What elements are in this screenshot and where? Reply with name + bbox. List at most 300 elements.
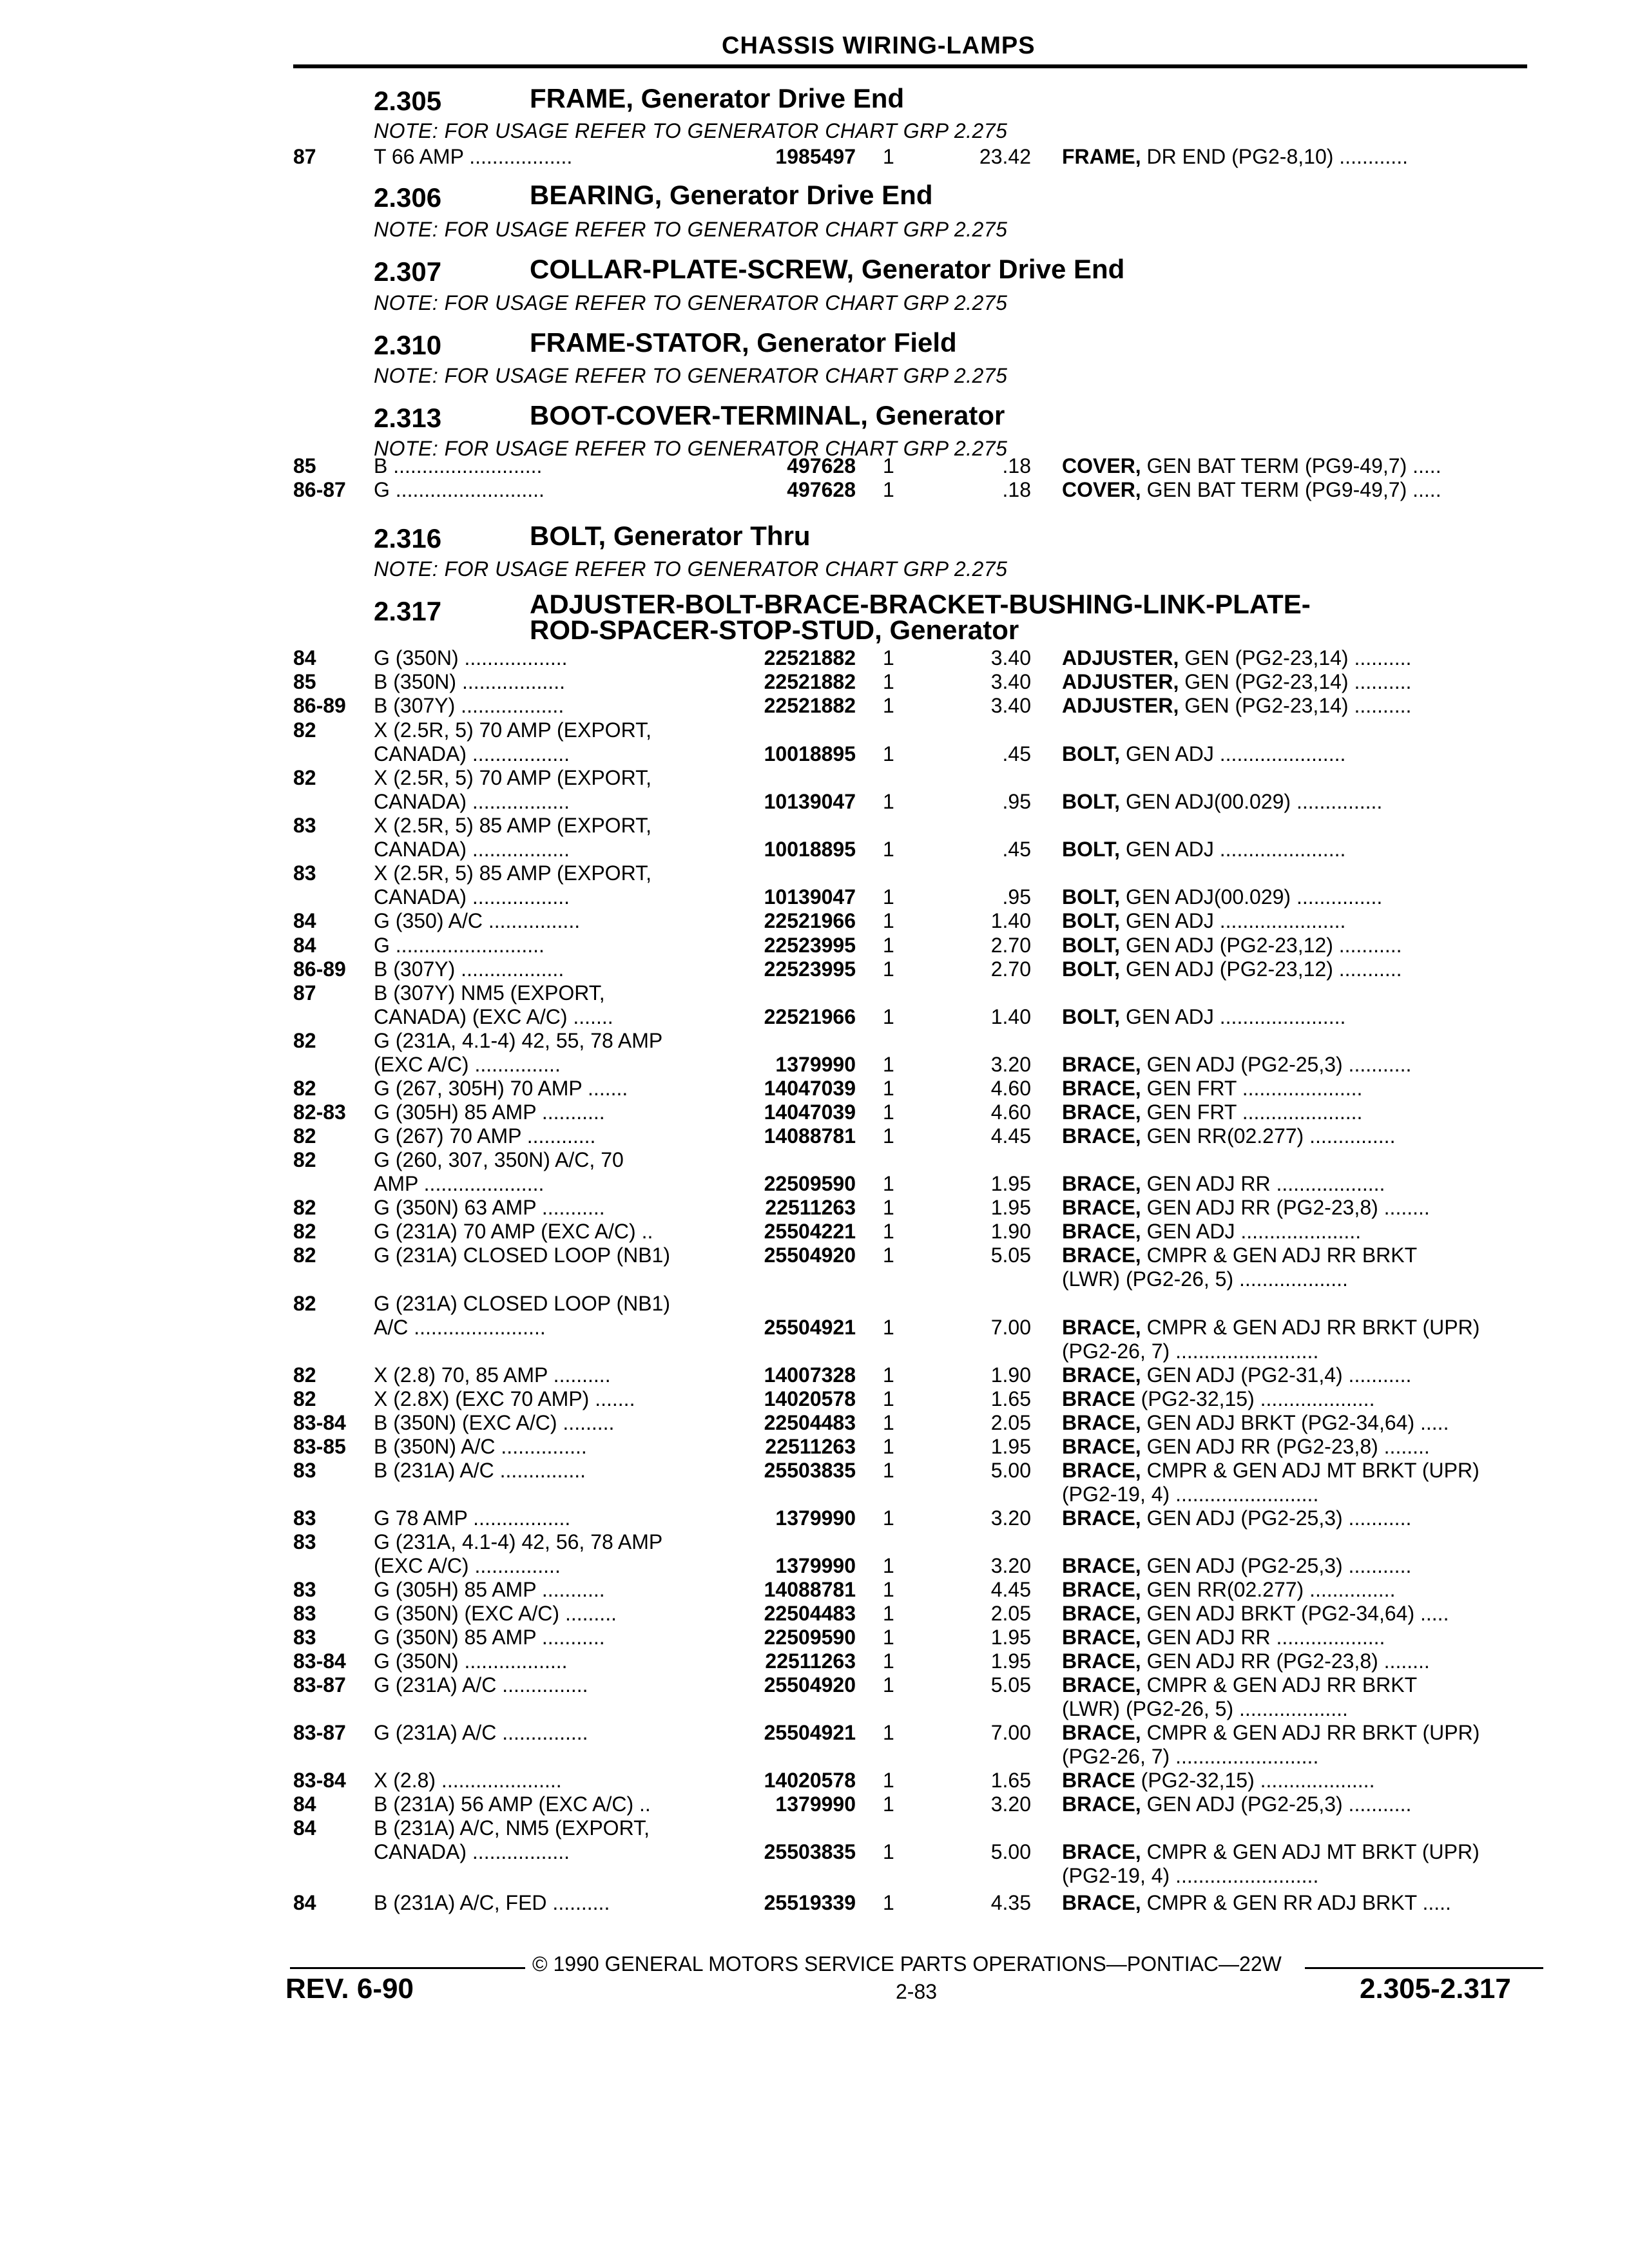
part-name: BOLT, [1062, 909, 1121, 932]
quantity: 1 [883, 1124, 894, 1148]
parts-row [0, 718, 1629, 742]
unit-price: 5.00 [990, 1840, 1031, 1863]
part-description [1062, 1578, 1532, 1601]
parts-row [0, 1411, 1629, 1434]
section-note: NOTE: FOR USAGE REFER TO GENERATOR CHART GRP 2.275 [374, 364, 1008, 387]
quantity: 1 [883, 1435, 894, 1458]
part-number: 25504921 [764, 1721, 856, 1744]
part-detail: GEN ADJ ...................... [1125, 1005, 1346, 1028]
part-name: BRACE, [1062, 1673, 1141, 1696]
parts-row [0, 1340, 1629, 1363]
part-description [1062, 957, 1532, 981]
part-number: 497628 [787, 478, 856, 501]
part-name: BRACE, [1062, 1602, 1141, 1625]
year-code: 83-84 [293, 1411, 346, 1434]
parts-row [0, 1077, 1629, 1100]
quantity: 1 [883, 1459, 894, 1482]
parts-row [0, 766, 1629, 789]
usage-description: B (231A) A/C ............... [374, 1459, 586, 1482]
header-rule [293, 64, 1527, 68]
part-name: BRACE, [1062, 1124, 1141, 1148]
part-detail: GEN ADJ RR ................... [1146, 1626, 1385, 1649]
parts-row [0, 1673, 1629, 1696]
quantity: 1 [883, 1220, 894, 1243]
part-detail: (PG2-32,15) .................... [1141, 1769, 1375, 1792]
quantity: 1 [883, 838, 894, 861]
part-detail: GEN ADJ (PG2-23,12) ........... [1125, 957, 1402, 981]
part-description [1062, 838, 1532, 861]
usage-description: X (2.5R, 5) 70 AMP (EXPORT, [374, 718, 651, 742]
year-code: 84 [293, 1792, 316, 1816]
usage-description: B (350N) A/C ............... [374, 1435, 587, 1458]
section-note: NOTE: FOR USAGE REFER TO GENERATOR CHART GRP 2.275 [374, 291, 1008, 314]
usage-description: B (307Y) .................. [374, 694, 564, 717]
usage-description: (EXC A/C) ............... [374, 1053, 561, 1076]
parts-row [0, 1387, 1629, 1410]
parts-row [0, 1459, 1629, 1482]
quantity: 1 [883, 1840, 894, 1863]
parts-row [0, 694, 1629, 717]
part-name: BOLT, [1062, 742, 1121, 765]
part-description [1062, 909, 1532, 932]
footer-revision: REV. 6-90 [285, 1973, 414, 2004]
parts-row [0, 1816, 1629, 1840]
part-detail: GEN (PG2-23,14) .......... [1184, 646, 1412, 669]
part-detail: GEN FRT ..................... [1146, 1100, 1363, 1124]
part-detail: GEN ADJ RR (PG2-23,8) ........ [1146, 1649, 1430, 1673]
part-number: 14007328 [764, 1363, 856, 1387]
section-number: 2.317 [374, 596, 442, 626]
parts-row [0, 957, 1629, 981]
year-code: 83 [293, 1626, 316, 1649]
section-title-line-1: ADJUSTER-BOLT-BRACE-BRACKET-BUSHING-LINK-PLATE- [530, 589, 1311, 619]
part-number: 22504483 [764, 1411, 856, 1434]
part-name: COVER, [1062, 454, 1141, 477]
year-code: 86-89 [293, 694, 346, 717]
part-name: BRACE, [1062, 1363, 1141, 1387]
quantity: 1 [883, 1721, 894, 1744]
unit-price: 3.40 [990, 694, 1031, 717]
part-number: 14020578 [764, 1769, 856, 1792]
unit-price: 5.00 [990, 1459, 1031, 1482]
part-detail: GEN ADJ (PG2-25,3) ........... [1146, 1053, 1412, 1076]
part-name: BRACE, [1062, 1721, 1141, 1744]
part-description [1062, 1411, 1532, 1434]
parts-row [0, 1626, 1629, 1649]
usage-description: B (231A) 56 AMP (EXC A/C) .. [374, 1792, 651, 1816]
year-code: 82-83 [293, 1100, 346, 1124]
section-title [530, 591, 1311, 643]
usage-description: X (2.5R, 5) 70 AMP (EXPORT, [374, 766, 651, 789]
part-number: 25504920 [764, 1244, 856, 1267]
quantity: 1 [883, 1196, 894, 1219]
quantity: 1 [883, 1792, 894, 1816]
usage-description: X (2.8X) (EXC 70 AMP) ....... [374, 1387, 635, 1410]
part-number: 22511263 [765, 1435, 856, 1458]
unit-price: 1.90 [990, 1363, 1031, 1387]
part-detail: GEN BAT TERM (PG9-49,7) ..... [1146, 454, 1441, 477]
footer-page-number: 2-83 [896, 1980, 938, 2003]
part-detail: GEN ADJ (PG2-25,3) ........... [1146, 1792, 1412, 1816]
part-name: BRACE, [1062, 1220, 1141, 1243]
quantity: 1 [883, 1411, 894, 1434]
part-number: 22521966 [764, 1005, 856, 1028]
part-detail: GEN ADJ ...................... [1125, 909, 1346, 932]
part-description [1062, 1745, 1532, 1768]
parts-row [0, 861, 1629, 885]
part-description [1062, 934, 1532, 957]
usage-description: B (231A) A/C, NM5 (EXPORT, [374, 1816, 650, 1840]
part-number: 22521882 [764, 670, 856, 693]
parts-row [0, 1530, 1629, 1553]
part-name: COVER, [1062, 478, 1141, 501]
unit-price: 4.60 [990, 1100, 1031, 1124]
section-title: FRAME, Generator Drive End [530, 83, 905, 113]
part-name: BOLT, [1062, 957, 1121, 981]
unit-price: 1.95 [990, 1196, 1031, 1219]
section-note: NOTE: FOR USAGE REFER TO GENERATOR CHART GRP 2.275 [374, 437, 1008, 460]
part-name: ADJUSTER, [1062, 670, 1179, 693]
parts-row [0, 1840, 1629, 1863]
part-number: 1379990 [775, 1506, 856, 1530]
part-name: BRACE, [1062, 1891, 1141, 1914]
part-number: 22521882 [764, 646, 856, 669]
parts-row [0, 1506, 1629, 1530]
parts-row [0, 1554, 1629, 1577]
unit-price: 4.60 [990, 1077, 1031, 1100]
year-code: 83 [293, 1578, 316, 1601]
usage-description: T 66 AMP .................. [374, 145, 573, 168]
year-code: 82 [293, 1148, 316, 1171]
parts-row [0, 814, 1629, 837]
usage-description: G (231A) A/C ............... [374, 1721, 588, 1744]
quantity: 1 [883, 790, 894, 813]
year-code: 86-87 [293, 478, 346, 501]
parts-row [0, 1864, 1629, 1887]
part-detail: (PG2-19, 4) ......................... [1062, 1864, 1319, 1887]
part-number: 22523995 [764, 957, 856, 981]
part-number: 14047039 [764, 1100, 856, 1124]
year-code: 84 [293, 909, 316, 932]
parts-row [0, 145, 1629, 168]
part-detail: (LWR) (PG2-26, 5) ................... [1062, 1267, 1348, 1291]
unit-price: 1.95 [990, 1649, 1031, 1673]
part-detail: CMPR & GEN RR ADJ BRKT ..... [1146, 1891, 1451, 1914]
part-number: 25504921 [764, 1316, 856, 1339]
part-description [1062, 1554, 1532, 1577]
year-code: 83 [293, 1530, 316, 1553]
part-detail: (LWR) (PG2-26, 5) ................... [1062, 1697, 1348, 1720]
part-detail: CMPR & GEN ADJ RR BRKT [1146, 1673, 1418, 1696]
part-number: 10018895 [764, 742, 856, 765]
year-code: 83-87 [293, 1673, 346, 1696]
part-detail: GEN ADJ (PG2-25,3) ........... [1146, 1554, 1412, 1577]
year-code: 83 [293, 814, 316, 837]
part-detail: (PG2-26, 7) ......................... [1062, 1340, 1319, 1363]
usage-description: AMP ..................... [374, 1172, 545, 1195]
part-description [1062, 646, 1532, 669]
part-description [1062, 1673, 1532, 1696]
quantity: 1 [883, 1649, 894, 1673]
footer-rule-left [290, 1967, 525, 1969]
year-code: 83-87 [293, 1721, 346, 1744]
section-title: BEARING, Generator Drive End [530, 180, 933, 210]
usage-description: G (267) 70 AMP ............ [374, 1124, 596, 1148]
section-title: BOLT, Generator Thru [530, 521, 811, 551]
usage-description: G (231A) A/C ............... [374, 1673, 588, 1696]
section-number: 2.307 [374, 256, 442, 287]
quantity: 1 [883, 478, 894, 501]
parts-row [0, 1721, 1629, 1744]
quantity: 1 [883, 1100, 894, 1124]
part-description [1062, 1244, 1532, 1267]
part-detail: GEN ADJ(00.029) ............... [1125, 885, 1383, 908]
part-description [1062, 1340, 1532, 1363]
quantity: 1 [883, 957, 894, 981]
quantity: 1 [883, 885, 894, 908]
parts-row [0, 1602, 1629, 1625]
usage-description: G .......................... [374, 934, 545, 957]
year-code: 83 [293, 1459, 316, 1482]
parts-row [0, 1435, 1629, 1458]
part-detail: GEN ADJ ...................... [1125, 742, 1346, 765]
parts-row [0, 885, 1629, 908]
parts-row [0, 1124, 1629, 1148]
part-name: BRACE, [1062, 1435, 1141, 1458]
part-number: 22511263 [765, 1196, 856, 1219]
quantity: 1 [883, 145, 894, 168]
part-name: BRACE, [1062, 1649, 1141, 1673]
parts-row [0, 909, 1629, 932]
parts-row [0, 790, 1629, 813]
usage-description: CANADA) ................. [374, 742, 570, 765]
part-description [1062, 790, 1532, 813]
quantity: 1 [883, 909, 894, 932]
footer-copyright: © 1990 GENERAL MOTORS SERVICE PARTS OPERATIONS—PONTIAC—22W [532, 1952, 1282, 1975]
quantity: 1 [883, 1244, 894, 1267]
part-detail: GEN ADJ (PG2-31,4) ........... [1146, 1363, 1412, 1387]
quantity: 1 [883, 1554, 894, 1577]
parts-row [0, 1100, 1629, 1124]
unit-price: 1.40 [990, 909, 1031, 932]
parts-row [0, 1891, 1629, 1914]
unit-price: 2.70 [990, 957, 1031, 981]
part-number: 1985497 [775, 145, 856, 168]
footer-rule-right [1305, 1967, 1543, 1969]
usage-description: B (350N) (EXC A/C) ......... [374, 1411, 615, 1434]
unit-price: 1.95 [990, 1626, 1031, 1649]
year-code: 82 [293, 1244, 316, 1267]
section-title: BOOT-COVER-TERMINAL, Generator [530, 400, 1005, 430]
parts-row [0, 1196, 1629, 1219]
unit-price: 2.70 [990, 934, 1031, 957]
part-number: 14088781 [764, 1124, 856, 1148]
parts-row [0, 1220, 1629, 1243]
usage-description: B .......................... [374, 454, 543, 477]
year-code: 82 [293, 1387, 316, 1410]
usage-description: G (350N) (EXC A/C) ......... [374, 1602, 617, 1625]
unit-price: 23.42 [979, 145, 1031, 168]
year-code: 83 [293, 1602, 316, 1625]
part-detail: CMPR & GEN ADJ MT BRKT (UPR) [1146, 1840, 1480, 1863]
usage-description: X (2.5R, 5) 85 AMP (EXPORT, [374, 861, 651, 885]
section-note: NOTE: FOR USAGE REFER TO GENERATOR CHART GRP 2.275 [374, 119, 1008, 142]
section-number: 2.310 [374, 330, 442, 360]
year-code: 86-89 [293, 957, 346, 981]
usage-description: G (231A) CLOSED LOOP (NB1) [374, 1292, 670, 1315]
unit-price: 3.40 [990, 670, 1031, 693]
unit-price: .95 [1002, 790, 1031, 813]
part-description [1062, 1721, 1532, 1744]
unit-price: .45 [1002, 742, 1031, 765]
quantity: 1 [883, 1578, 894, 1601]
part-detail: GEN RR(02.277) ............... [1146, 1124, 1396, 1148]
usage-description: G 78 AMP ................. [374, 1506, 571, 1530]
part-description [1062, 1435, 1532, 1458]
part-description [1062, 1363, 1532, 1387]
part-description [1062, 145, 1532, 168]
part-detail: GEN RR(02.277) ............... [1146, 1578, 1396, 1601]
year-code: 83 [293, 861, 316, 885]
quantity: 1 [883, 1077, 894, 1100]
part-number: 14088781 [764, 1578, 856, 1601]
year-code: 87 [293, 981, 316, 1004]
part-description [1062, 670, 1532, 693]
section-title: COLLAR-PLATE-SCREW, Generator Drive End [530, 254, 1125, 284]
part-description [1062, 1864, 1532, 1887]
part-detail: CMPR & GEN ADJ RR BRKT [1146, 1244, 1418, 1267]
parts-row [0, 1148, 1629, 1171]
usage-description: CANADA) ................. [374, 885, 570, 908]
part-description [1062, 1792, 1532, 1816]
section-number: 2.316 [374, 523, 442, 553]
usage-description: G (305H) 85 AMP ........... [374, 1578, 605, 1601]
parts-row [0, 1769, 1629, 1792]
unit-price: 1.95 [990, 1435, 1031, 1458]
unit-price: 4.35 [990, 1891, 1031, 1914]
parts-row [0, 1483, 1629, 1506]
part-name: BOLT, [1062, 790, 1121, 813]
part-description [1062, 1196, 1532, 1219]
section-note: NOTE: FOR USAGE REFER TO GENERATOR CHART GRP 2.275 [374, 557, 1008, 581]
page-header-title: CHASSIS WIRING-LAMPS [722, 32, 1036, 59]
usage-description: X (2.8) ..................... [374, 1769, 562, 1792]
part-name: BRACE, [1062, 1316, 1141, 1339]
part-name: BRACE, [1062, 1459, 1141, 1482]
quantity: 1 [883, 694, 894, 717]
part-detail: GEN ADJ RR (PG2-23,8) ........ [1146, 1435, 1430, 1458]
part-detail: GEN ADJ(00.029) ............... [1125, 790, 1383, 813]
part-number: 14047039 [764, 1077, 856, 1100]
unit-price: 3.20 [990, 1554, 1031, 1577]
year-code: 83-84 [293, 1649, 346, 1673]
part-number: 25503835 [764, 1840, 856, 1863]
part-number: 10139047 [764, 885, 856, 908]
part-name: BRACE, [1062, 1172, 1141, 1195]
part-number: 22523995 [764, 934, 856, 957]
year-code: 83-85 [293, 1435, 346, 1458]
part-name: BRACE [1062, 1769, 1135, 1792]
year-code: 85 [293, 670, 316, 693]
part-number: 14020578 [764, 1387, 856, 1410]
part-number: 25504920 [764, 1673, 856, 1696]
quantity: 1 [883, 1387, 894, 1410]
part-name: BRACE, [1062, 1626, 1141, 1649]
unit-price: 2.05 [990, 1411, 1031, 1434]
part-number: 22509590 [764, 1626, 856, 1649]
part-name: BRACE [1062, 1387, 1135, 1410]
year-code: 87 [293, 145, 316, 168]
part-description [1062, 1005, 1532, 1028]
part-name: BRACE, [1062, 1100, 1141, 1124]
part-detail: DR END (PG2-8,10) ............ [1146, 145, 1408, 168]
footer-section-range: 2.305-2.317 [1360, 1973, 1511, 2004]
part-name: BOLT, [1062, 1005, 1121, 1028]
usage-description: CANADA) ................. [374, 1840, 570, 1863]
unit-price: 4.45 [990, 1578, 1031, 1601]
part-description [1062, 1602, 1532, 1625]
usage-description: B (307Y) .................. [374, 957, 564, 981]
part-detail: (PG2-32,15) .................... [1141, 1387, 1375, 1410]
part-description [1062, 1124, 1532, 1148]
unit-price: .18 [1002, 454, 1031, 477]
part-description [1062, 1891, 1532, 1914]
unit-price: 5.05 [990, 1673, 1031, 1696]
part-description [1062, 1267, 1532, 1291]
year-code: 82 [293, 766, 316, 789]
unit-price: 2.05 [990, 1602, 1031, 1625]
usage-description: G (350N) 63 AMP ........... [374, 1196, 605, 1219]
part-name: BRACE, [1062, 1053, 1141, 1076]
quantity: 1 [883, 1172, 894, 1195]
part-name: BOLT, [1062, 885, 1121, 908]
parts-row [0, 1697, 1629, 1720]
usage-description: G (267, 305H) 70 AMP ....... [374, 1077, 628, 1100]
part-description [1062, 1387, 1532, 1410]
part-description [1062, 1649, 1532, 1673]
unit-price: .18 [1002, 478, 1031, 501]
part-description [1062, 1172, 1532, 1195]
part-number: 25504221 [764, 1220, 856, 1243]
part-number: 22521966 [764, 909, 856, 932]
part-name: BRACE, [1062, 1506, 1141, 1530]
parts-row [0, 1029, 1629, 1052]
parts-row [0, 670, 1629, 693]
part-number: 25519339 [764, 1891, 856, 1914]
section-title-line-2: ROD-SPACER-STOP-STUD, Generator [530, 615, 1019, 645]
part-detail: CMPR & GEN ADJ RR BRKT (UPR) [1146, 1316, 1480, 1339]
part-name: BOLT, [1062, 934, 1121, 957]
part-name: BRACE, [1062, 1554, 1141, 1577]
section-note: NOTE: FOR USAGE REFER TO GENERATOR CHART GRP 2.275 [374, 218, 1008, 241]
unit-price: 1.65 [990, 1387, 1031, 1410]
part-number: 22521882 [764, 694, 856, 717]
part-detail: CMPR & GEN ADJ MT BRKT (UPR) [1146, 1459, 1480, 1482]
part-description [1062, 1053, 1532, 1076]
part-name: BRACE, [1062, 1244, 1141, 1267]
year-code: 84 [293, 934, 316, 957]
part-description [1062, 478, 1532, 501]
part-description [1062, 1769, 1532, 1792]
usage-description: G (350N) .................. [374, 646, 568, 669]
usage-description: G .......................... [374, 478, 545, 501]
part-detail: (PG2-26, 7) ......................... [1062, 1745, 1319, 1768]
part-number: 10018895 [764, 838, 856, 861]
year-code: 84 [293, 646, 316, 669]
usage-description: G (305H) 85 AMP ........... [374, 1100, 605, 1124]
part-number: 22511263 [765, 1649, 856, 1673]
part-name: BRACE, [1062, 1792, 1141, 1816]
